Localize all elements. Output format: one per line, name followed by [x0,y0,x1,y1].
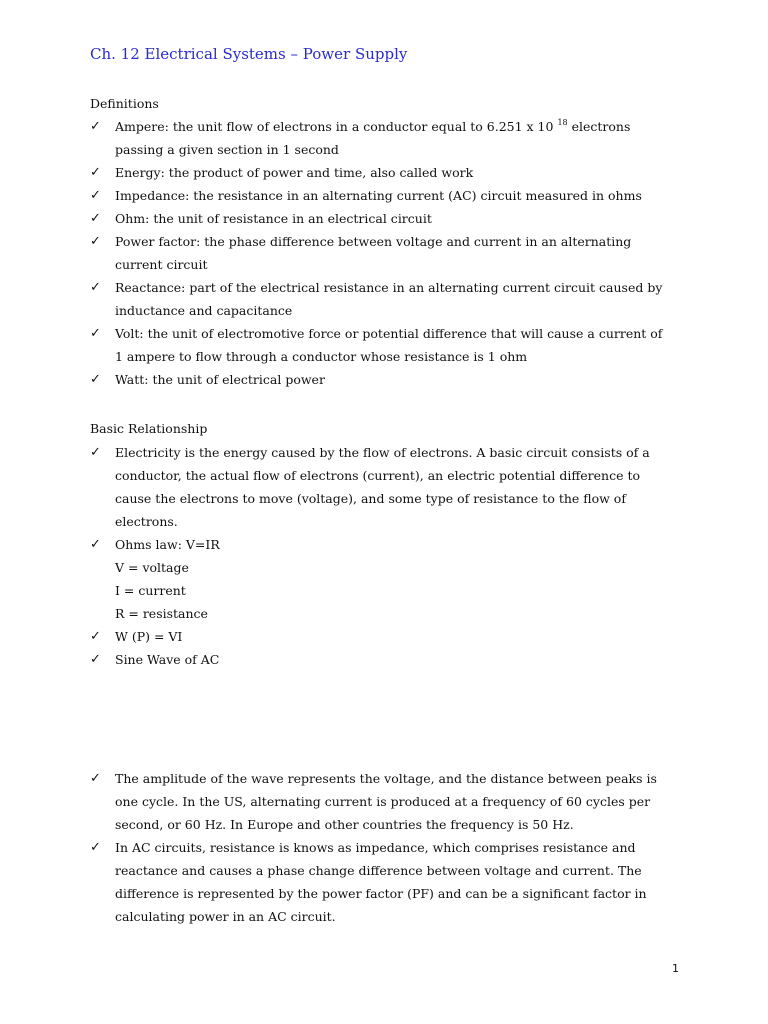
list-item [90,230,670,276]
list-item [90,368,670,391]
checkmark-icon: ✓ [90,326,101,341]
checkmark-icon: ✓ [90,119,101,134]
superscript: 18 [557,118,568,127]
formula-line: R = resistance [115,606,208,621]
definitions-heading: Definitions [90,96,159,111]
list-item [90,836,670,928]
definitions-list [90,115,670,391]
checkmark-icon: ✓ [90,234,101,249]
checkmark-icon: ✓ [90,211,101,226]
list-item [90,161,670,184]
item-text: Ohms law: V=IR [115,537,220,552]
item-text: Electricity is the energy caused by the flow of electrons. A basic circuit consists of a conductor, the actual flow of electrons (current), an electric potential difference to cause the electrons to move (voltage), and some type of resistance to the flow of electrons. [115,445,650,529]
list-item [90,767,670,836]
definition-text: Impedance: the resistance in an alternating current (AC) circuit measured in ohms [115,188,642,203]
list-item [90,322,670,368]
list-item [90,276,670,322]
definition-text: Watt: the unit of electrical power [115,372,325,387]
checkmark-icon: ✓ [90,537,101,552]
list-item [90,207,670,230]
definition-text: Energy: the product of power and time, also called work [115,165,474,180]
formula-line: I = current [115,583,186,598]
checkmark-icon: ✓ [90,771,101,786]
basic-relationship-heading: Basic Relationship [90,421,208,436]
list-item [90,625,670,648]
list-item [90,533,670,625]
checkmark-icon: ✓ [90,445,101,460]
ac-notes-list [90,767,670,928]
definition-text: Ohm: the unit of resistance in an electrical circuit [115,211,432,226]
definition-text: Reactance: part of the electrical resistance in an alternating current circuit caused by inductance and capacitance [115,280,663,318]
basic-relationship-list [90,441,670,671]
item-text: The amplitude of the wave represents the voltage, and the distance between peaks is one cycle. In the US, alternating current is produced at a frequency of 60 cycles per second, or 60 Hz. In Europe and other countries the frequency is 50 Hz. [115,771,657,832]
list-item [90,441,670,533]
checkmark-icon: ✓ [90,165,101,180]
checkmark-icon: ✓ [90,840,101,855]
checkmark-icon: ✓ [90,188,101,203]
item-text: W (P) = VI [115,629,183,644]
formula-line: V = voltage [115,560,189,575]
checkmark-icon: ✓ [90,280,101,295]
list-item [90,184,670,207]
checkmark-icon: ✓ [90,652,101,667]
checkmark-icon: ✓ [90,629,101,644]
item-text: In AC circuits, resistance is knows as impedance, which comprises resistance and reactance and causes a phase change difference between voltage and current. The difference is represented by the power factor (PF) and can be a significant factor in calculating power in an AC circuit. [115,840,647,924]
definition-text: Ampere: the unit flow of electrons in a conductor equal to 6.251 x 10 $^{18}$ electrons passing a given section in 1 second [115,118,631,157]
checkmark-icon: ✓ [90,372,101,387]
figure-placeholder [90,660,670,760]
page-number: 1 [672,962,679,975]
definition-text: Volt: the unit of electromotive force or potential difference that will cause a current of 1 ampere to flow through a conductor whose resistance is 1 ohm [115,326,663,364]
definition-text: Power factor: the phase difference between voltage and current in an alternating current circuit [115,234,632,272]
list-item [90,115,670,161]
item-text: Sine Wave of AC [115,652,220,667]
page-title: Ch. 12 Electrical Systems – Power Supply [90,45,408,63]
